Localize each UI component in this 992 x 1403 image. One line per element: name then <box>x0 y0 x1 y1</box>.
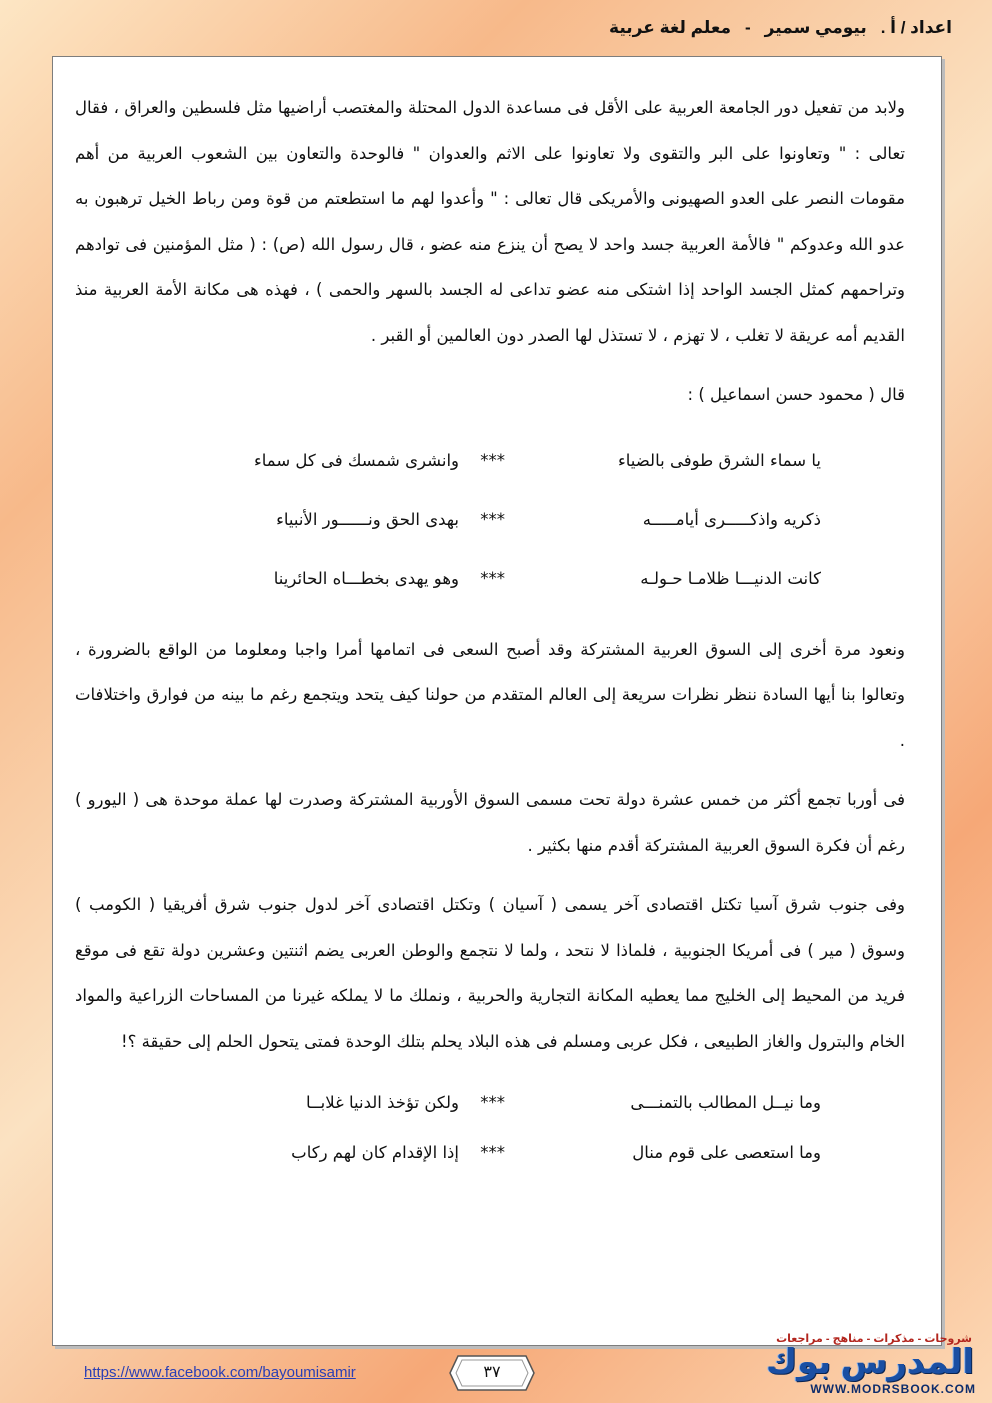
verse-separator: *** <box>480 451 505 471</box>
site-logo[interactable] <box>742 1332 986 1396</box>
author-name: بيومي سمير <box>764 18 867 37</box>
logo-name: المدرس بوك <box>765 1343 974 1381</box>
page-number: ٣٧ <box>483 1364 501 1381</box>
quote-intro: قال ( محمود حسن اسماعيل ) : <box>687 385 905 404</box>
header-dash: - <box>745 18 751 37</box>
hemistich: وانشرى شمسك فى كل سماء <box>254 451 459 471</box>
paragraph-1: ولابد من تفعيل دور الجامعة العربية على الأقل فى مساعدة الدول المحتلة والمغتصب أراضيها مثل فلسطين والعراق ، فقال تعالى : " وتعاونوا على البر والتقوى ولا تعاونوا على الاثم والعدوان " فالوحدة والتعاون بين الشعوب العربية من أهم مقومات النصر على العدو الصهيونى والأمريكى قال تعالى : " وأعدوا لهم ما استطعتم من قوة ومن رباط الخيل ترهبون به عدو الله وعدوكم " فالأمة العربية جسد واحد لا يصح أن ينزع منه عضو ، قال رسول الله (ص) : ( مثل المؤمنين فى توادهم وتراحمهم كمثل الجسد الواحد إذا اشتكى منه عضو تداعى له الجسد بالسهر والحمى ) ، فهذه هى مكانة الأمة العربية منذ القديم أمه عريقة لا تغلب ، لا تهزم ، لا تستذل لها الصدر دون العالمين أو القبر . <box>75 98 905 345</box>
verse-separator: *** <box>480 510 505 530</box>
poem-1-verse <box>75 550 905 609</box>
hemistich: يا سماء الشرق طوفى بالضياء <box>617 451 821 471</box>
verse-separator: *** <box>480 1093 505 1113</box>
poem-1 <box>75 432 905 609</box>
verse-separator: *** <box>480 569 505 589</box>
poem-1-verse <box>75 432 905 491</box>
paragraph-2: ونعود مرة أخرى إلى السوق العربية المشتركة وقد أصبح السعى فى اتمامها أمرا واجبا ومعلوما من الواقع بالضرورة ، وتعالوا بنا أيها السادة ننظر نظرات سريعة إلى العالم المتقدم من حولنا كيف يتحد ويتجمع رغم ما بينه من فوارق واختلافات . <box>75 639 905 750</box>
hemistich: إذا الإقدام كان لهم ركاب <box>291 1143 459 1163</box>
paragraph-3: فى أوربا تجمع أكثر من خمس عشرة دولة تحت مسمى السوق الأوربية المشتركة وصدرت لها عملة موحدة هى ( اليورو ) رغم أن فكرة السوق العربية المشتركة أقدم منها بكثير . <box>75 790 905 855</box>
page-number-badge <box>448 1354 536 1392</box>
hemistich: كانت الدنيـــا ظلامـا حـولـه <box>640 569 821 589</box>
content-frame <box>52 56 942 1346</box>
hemistich: وهو يهدى بخطـــاه الحائرينا <box>273 569 459 589</box>
poem-2 <box>75 1078 905 1178</box>
poem-2-verse <box>75 1128 905 1178</box>
verse-separator: *** <box>480 1143 505 1163</box>
facebook-link[interactable]: https://www.facebook.com/bayoumisamir <box>84 1364 356 1381</box>
hemistich: بهدى الحق ونــــــور الأنبياء <box>276 510 459 530</box>
paragraph-4: وفى جنوب شرق آسيا تكتل اقتصادى آخر يسمى ( آسيان ) وتكتل اقتصادى آخر لدول جنوب شرق أفريقيا ( الكومب ) وسوق ( مير ) فى أمريكا الجنوبية ، فلماذا لا نتحد ، ولما لا نتجمع والوطن العربى يضم اثنتين وعشرين دولة تقع فى موقع فريد من المحيط إلى الخليج مما يعطيه المكانة التجارية والحربية ، ونملك ما لا يملكه غيرنا من المساحات الزراعية والمواد الخام والبترول والغاز الطبيعى ، فكل عربى ومسلم فى هذه البلاد يحلم بتلك الوحدة فمتى يتحول الحلم إلى حقيقة ؟! <box>75 895 905 1051</box>
hemistich: وما استعصى على قوم منال <box>632 1143 821 1163</box>
logo-url: WWW.MODRSBOOK.COM <box>810 1382 976 1396</box>
poem-1-verse <box>75 491 905 550</box>
page-header <box>609 8 952 48</box>
logo-tagline: شروحات - مذكرات - مناهج - مراجعات <box>776 1333 972 1345</box>
hemistich: وما نيــل المطالب بالتمنـــى <box>630 1093 821 1113</box>
hemistich: ذكريه واذكـــــرى أيامـــــه <box>642 510 821 530</box>
hemistich: ولكن تؤخذ الدنيا غلابــا <box>305 1093 459 1113</box>
author-role: معلم لغة عربية <box>609 18 731 37</box>
author-prefix: اعداد / أ . <box>880 18 952 37</box>
document-body <box>75 85 905 1196</box>
poem-2-verse <box>75 1078 905 1128</box>
